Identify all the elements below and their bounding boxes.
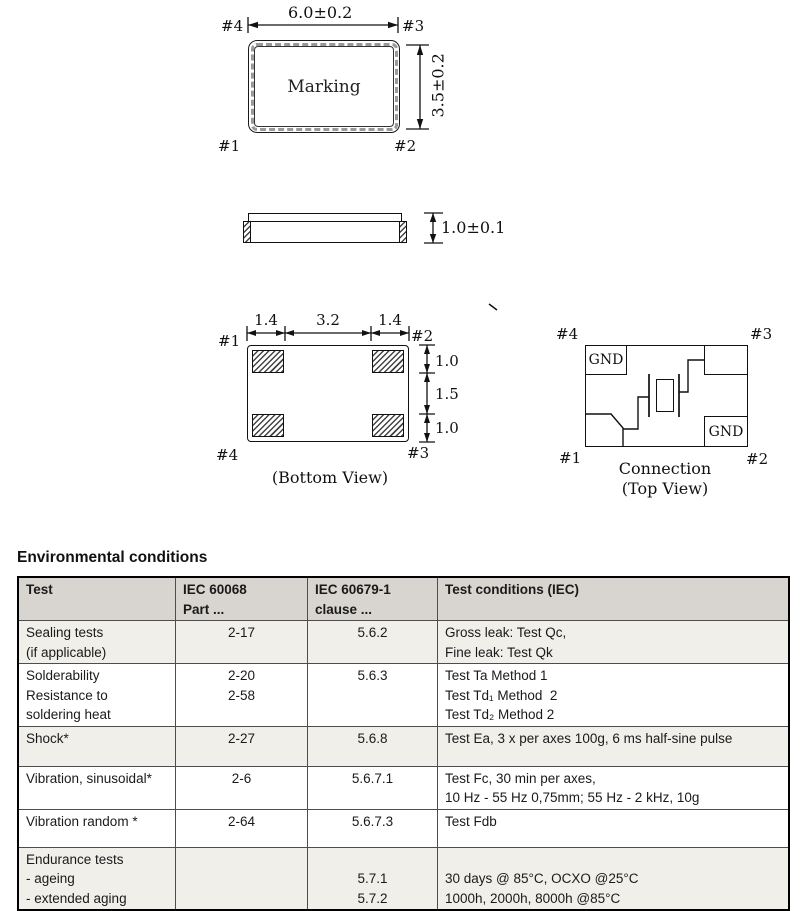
cell-iec-clause bbox=[307, 848, 437, 910]
table-header-row bbox=[19, 578, 788, 620]
cell-test bbox=[19, 848, 175, 910]
cell-iec-clause bbox=[307, 727, 437, 766]
solder-pad-1 bbox=[252, 350, 284, 373]
cell-line: Test Fc, 30 min per axes, bbox=[445, 770, 596, 786]
pin1-label-top-view: #1 bbox=[218, 137, 241, 155]
cell-line: Solderability bbox=[26, 668, 100, 683]
pad-pitch-label: 3.2 bbox=[316, 311, 340, 329]
cell-line: (if applicable) bbox=[26, 644, 107, 660]
cell-line: Endurance tests bbox=[26, 851, 124, 867]
bottom-view-caption: (Bottom View) bbox=[271, 468, 389, 487]
cell-line: Test Td₂ Method 2 bbox=[445, 707, 555, 722]
cell-test bbox=[19, 621, 175, 663]
cell-line: 2-58 bbox=[227, 687, 256, 703]
cell-line bbox=[183, 850, 300, 870]
cell-iec-clause bbox=[307, 810, 437, 847]
cell-line: Test conditions (IEC) bbox=[445, 582, 579, 597]
cell-line: 2-6 bbox=[231, 770, 252, 786]
table-row bbox=[19, 766, 788, 809]
cell-test bbox=[19, 664, 175, 726]
cell-line: - ageing bbox=[26, 871, 75, 886]
side-view-left-wall bbox=[243, 221, 251, 243]
connection-pad-2-gnd bbox=[704, 416, 748, 447]
cell-line: 5.6.3 bbox=[357, 668, 388, 683]
pad-gap-label: 1.5 bbox=[435, 385, 459, 403]
connection-pad-4-gnd bbox=[585, 345, 627, 375]
package-top-view-outline bbox=[248, 40, 400, 133]
cell-conditions bbox=[437, 578, 788, 620]
cell-line: Test bbox=[26, 582, 53, 597]
cell-line: Shock* bbox=[26, 730, 69, 746]
cell-line: Gross leak: Test Qc, bbox=[445, 625, 567, 640]
side-height-dimension-label: 1.0±0.1 bbox=[441, 218, 506, 237]
solder-pad-4 bbox=[252, 414, 284, 437]
pad-height-bottom-label: 1.0 bbox=[435, 419, 459, 437]
cell-line: Resistance to bbox=[26, 687, 108, 703]
table-row bbox=[19, 663, 788, 726]
cell-iec-clause bbox=[307, 767, 437, 809]
cell-test bbox=[19, 727, 175, 766]
cell-iec-part bbox=[175, 727, 307, 766]
cell-test bbox=[19, 810, 175, 847]
cell-line: 2-64 bbox=[227, 813, 256, 829]
cell-line: IEC 60068 bbox=[183, 582, 247, 597]
cell-test bbox=[19, 767, 175, 809]
pin4-label-connection: #4 bbox=[556, 325, 579, 343]
cell-line: - extended aging bbox=[26, 890, 127, 906]
table-row bbox=[19, 726, 788, 766]
pin4-label-top-view: #4 bbox=[221, 17, 244, 35]
pad-width-left-label: 1.4 bbox=[254, 311, 278, 329]
cell-line: IEC 60679-1 bbox=[315, 582, 391, 597]
cell-line: 5.6.7.1 bbox=[351, 770, 394, 786]
cell-line: 2-20 bbox=[227, 668, 256, 683]
cell-conditions bbox=[437, 848, 788, 910]
pin2-label-connection: #2 bbox=[746, 450, 769, 468]
cell-iec-part bbox=[175, 767, 307, 809]
cell-line: Vibration random * bbox=[26, 813, 138, 829]
solder-pad-3 bbox=[372, 414, 404, 437]
cell-line: 5.6.8 bbox=[357, 730, 388, 746]
cell-iec-part bbox=[175, 578, 307, 620]
cell-line: Test Ta Method 1 bbox=[445, 668, 548, 683]
pin3-label-bottom-view: #3 bbox=[407, 444, 430, 462]
top-width-dimension-label: 6.0±0.2 bbox=[288, 3, 353, 22]
cell-line: 5.6.2 bbox=[357, 625, 388, 640]
cell-line: clause ... bbox=[315, 601, 373, 617]
side-view-right-wall bbox=[399, 221, 407, 243]
cell-conditions bbox=[437, 727, 788, 766]
cell-test bbox=[19, 578, 175, 620]
cell-iec-part bbox=[175, 621, 307, 663]
cell-line bbox=[445, 850, 781, 870]
cell-line: 5.6.7.3 bbox=[351, 813, 394, 829]
cell-iec-part bbox=[175, 848, 307, 910]
package-side-view-body bbox=[243, 221, 407, 243]
table-row bbox=[19, 620, 788, 663]
connection-pad-3 bbox=[704, 345, 748, 375]
cell-line: 5.7.1 bbox=[357, 871, 388, 886]
cell-line: Vibration, sinusoidal* bbox=[26, 770, 152, 786]
marking-label: Marking bbox=[287, 76, 361, 97]
table-row bbox=[19, 809, 788, 847]
cell-iec-part bbox=[175, 664, 307, 726]
cell-conditions bbox=[437, 810, 788, 847]
cell-line: Test Fdb bbox=[445, 813, 497, 829]
cell-iec-clause bbox=[307, 664, 437, 726]
pin3-label-connection: #3 bbox=[750, 325, 773, 343]
pin1-label-bottom-view: #1 bbox=[218, 332, 241, 350]
pin1-label-connection: #1 bbox=[559, 449, 582, 467]
cell-line: 10 Hz - 55 Hz 0,75mm; 55 Hz - 2 kHz, 10g bbox=[445, 790, 700, 805]
table-row bbox=[19, 847, 788, 910]
gnd-label: GND bbox=[708, 423, 744, 440]
cell-line: Test Td₁ Method 2 bbox=[445, 687, 558, 703]
cell-line: 1000h, 2000h, 8000h @85°C bbox=[445, 890, 621, 906]
cell-iec-clause bbox=[307, 578, 437, 620]
cell-conditions bbox=[437, 664, 788, 726]
pin2-label-bottom-view: #2 bbox=[411, 327, 434, 345]
pin3-label-top-view: #3 bbox=[402, 17, 425, 35]
section-title: Environmental conditions bbox=[17, 549, 208, 566]
cell-line: soldering heat bbox=[26, 707, 111, 722]
cell-line: Fine leak: Test Qk bbox=[445, 644, 553, 660]
crystal-symbol bbox=[656, 379, 674, 412]
cell-iec-clause bbox=[307, 621, 437, 663]
top-height-dimension-label: 3.5±0.2 bbox=[428, 53, 448, 118]
cell-line: 2-27 bbox=[227, 730, 256, 746]
pin4-label-bottom-view: #4 bbox=[216, 446, 239, 464]
cell-line: Part ... bbox=[183, 601, 225, 617]
cell-line: 30 days @ 85°C, OCXO @25°C bbox=[445, 871, 639, 886]
environmental-conditions-table bbox=[17, 576, 790, 911]
cell-line: 2-17 bbox=[227, 625, 256, 640]
solder-pad-2 bbox=[372, 350, 404, 373]
cell-conditions bbox=[437, 767, 788, 809]
pad-height-top-label: 1.0 bbox=[435, 352, 459, 370]
cell-conditions bbox=[437, 621, 788, 663]
pad-width-right-label: 1.4 bbox=[378, 311, 402, 329]
cell-line: 5.7.2 bbox=[357, 890, 388, 906]
cell-line: Sealing tests bbox=[26, 625, 104, 640]
cell-line: Test Ea, 3 x per axes 100g, 6 ms half-sine pulse bbox=[445, 730, 733, 746]
pin2-label-top-view: #2 bbox=[394, 137, 417, 155]
cell-line bbox=[315, 850, 430, 870]
connection-caption-line1: Connection bbox=[618, 459, 712, 478]
gnd-label: GND bbox=[588, 352, 624, 368]
cell-iec-part bbox=[175, 810, 307, 847]
connection-caption-line2: (Top View) bbox=[621, 479, 709, 498]
